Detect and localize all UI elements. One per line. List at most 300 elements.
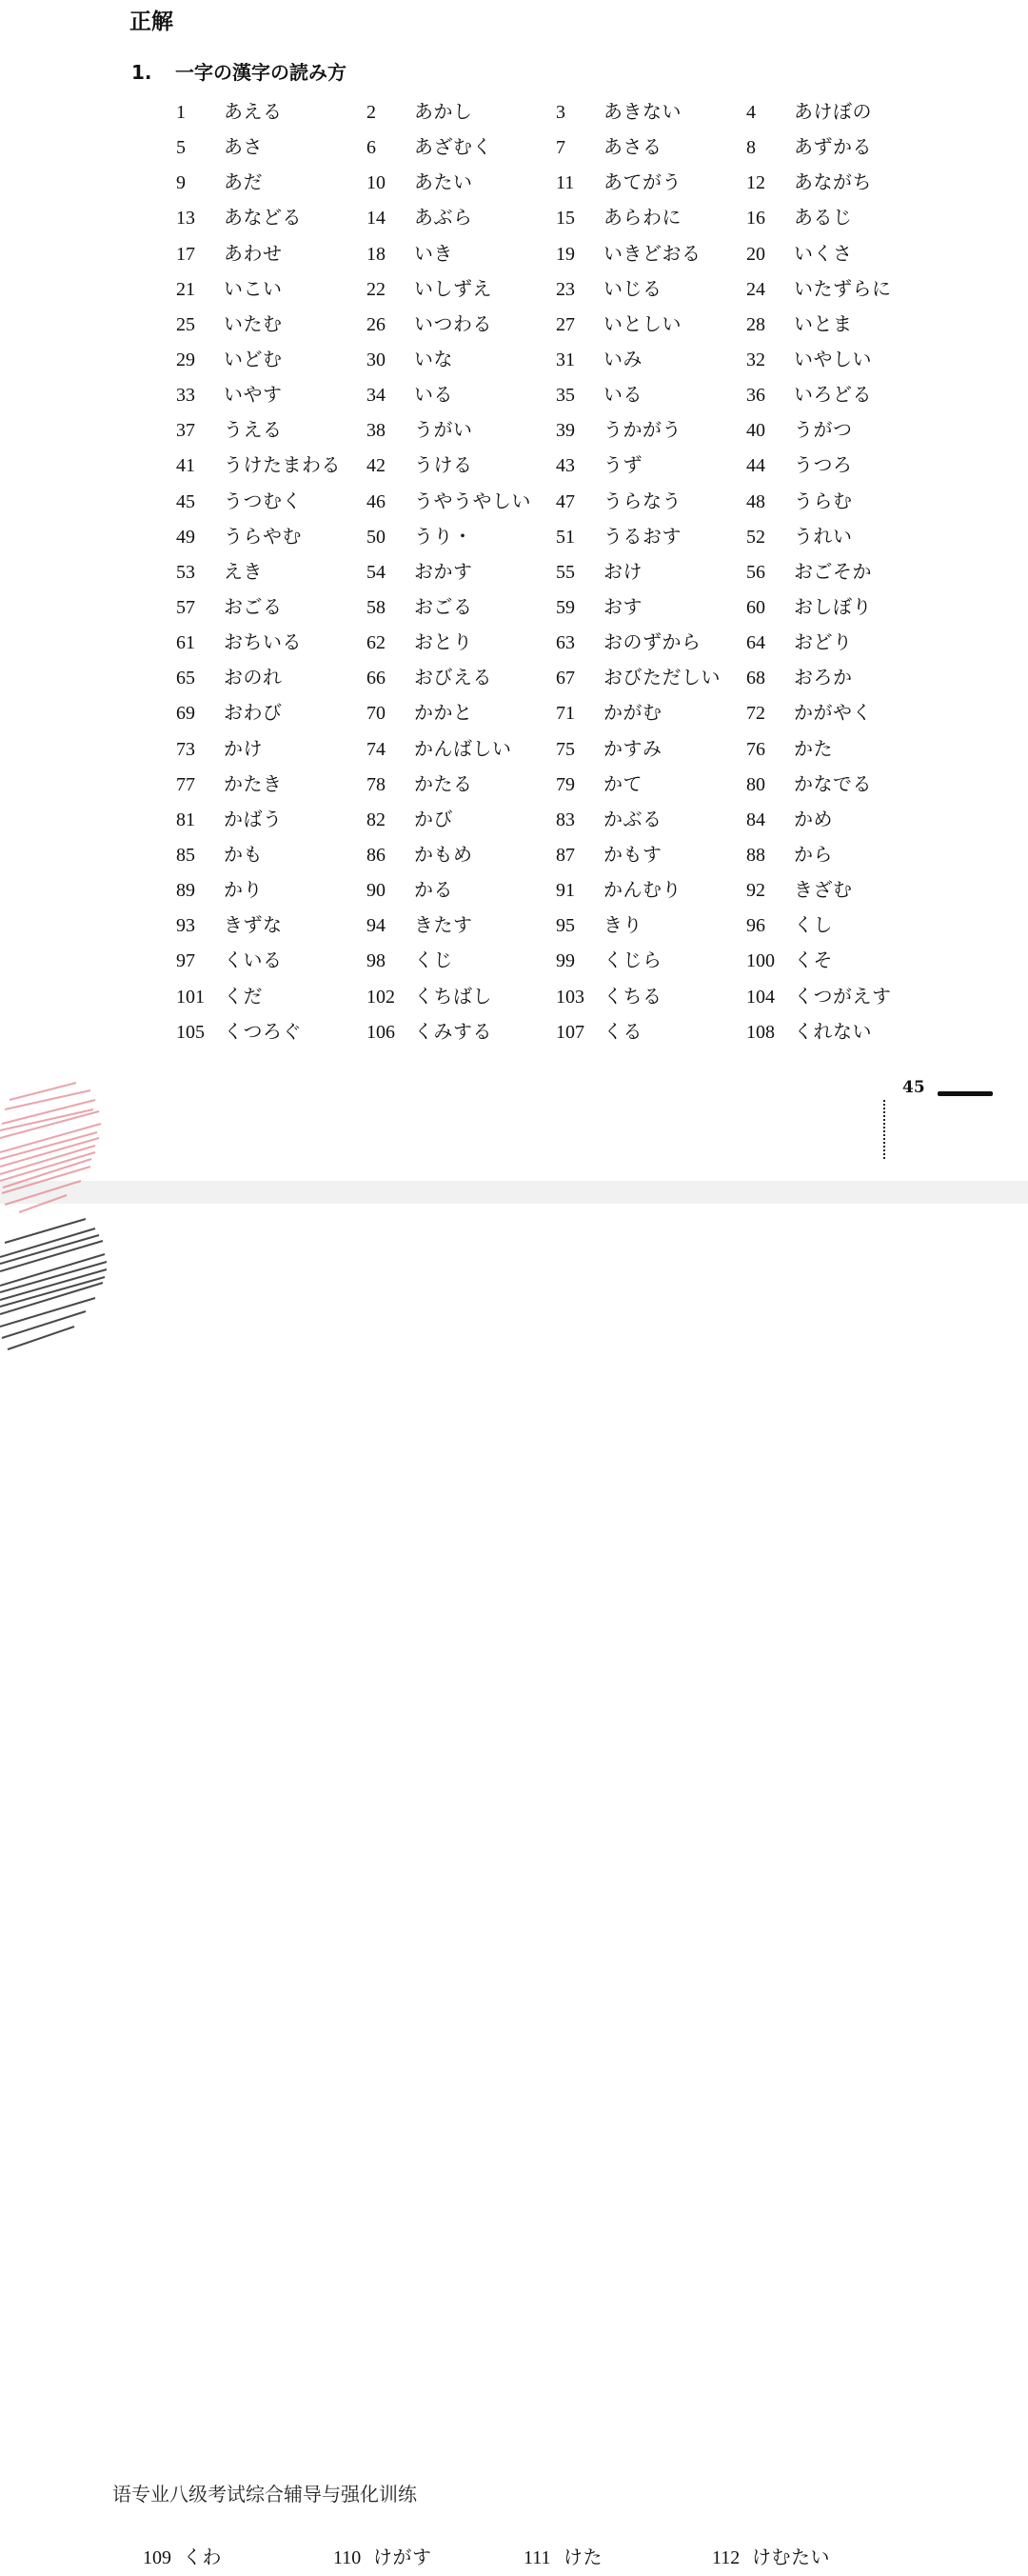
answer-reading: あえる xyxy=(224,100,283,123)
answer-number: 78 xyxy=(366,773,386,795)
answer-number: 111 xyxy=(524,2547,551,2568)
answer-number: 75 xyxy=(556,738,575,760)
answer-number: 23 xyxy=(556,278,575,300)
answer-number: 87 xyxy=(556,844,575,866)
answer-item xyxy=(366,485,531,520)
answer-reading: いとま xyxy=(794,311,853,335)
answer-item xyxy=(366,590,473,626)
answer-number: 108 xyxy=(746,1021,775,1043)
answer-reading: くみする xyxy=(414,1019,492,1043)
answer-reading: かかと xyxy=(414,701,473,725)
answer-reading: いとしい xyxy=(603,311,682,335)
answer-reading: くちる xyxy=(603,984,662,1008)
answer-reading: うるおす xyxy=(603,524,682,548)
answer-number: 27 xyxy=(556,313,575,335)
answer-reading: あわせ xyxy=(224,241,283,265)
answer-reading: きたす xyxy=(414,913,473,937)
answer-reading: いみ xyxy=(603,347,642,370)
answer-number: 26 xyxy=(366,313,386,335)
answer-reading: くる xyxy=(603,1019,642,1043)
answer-item xyxy=(746,768,872,803)
answer-reading: かめ xyxy=(794,807,833,830)
answer-number: 109 xyxy=(143,2547,171,2568)
answer-reading: うつろ xyxy=(794,453,853,477)
answer-item xyxy=(556,308,682,343)
answer-reading: いじる xyxy=(603,276,662,300)
answer-item xyxy=(143,2541,222,2576)
answer-item xyxy=(556,1015,642,1050)
answer-number: 13 xyxy=(176,208,195,230)
answer-item xyxy=(366,944,453,979)
answer-number: 7 xyxy=(556,137,565,159)
answer-row xyxy=(171,803,990,838)
answer-item xyxy=(746,343,872,378)
answer-row xyxy=(171,768,990,803)
answer-reading: うける xyxy=(414,453,473,477)
answer-item xyxy=(366,201,473,236)
answer-item xyxy=(746,237,853,272)
answer-item xyxy=(746,732,833,768)
answer-item xyxy=(366,130,492,166)
section-title-text: 一字の漢字の読み方 xyxy=(175,61,346,84)
section-title xyxy=(131,57,346,85)
answer-page-45 xyxy=(0,0,1028,1181)
answer-row xyxy=(171,272,990,308)
answer-reading: かたる xyxy=(414,771,473,795)
answer-item xyxy=(176,343,283,378)
answer-reading: くつろぐ xyxy=(224,1019,302,1043)
answer-number: 19 xyxy=(556,243,575,265)
answer-number: 5 xyxy=(176,137,186,159)
answer-reading: くちばし xyxy=(414,984,492,1008)
answer-item xyxy=(556,520,682,555)
answer-item xyxy=(746,130,872,166)
answer-number: 40 xyxy=(746,420,765,442)
answer-number: 18 xyxy=(366,243,386,265)
answer-item xyxy=(746,449,853,484)
answer-reading: くし xyxy=(794,913,833,937)
answer-reading: おごる xyxy=(414,594,473,618)
answer-number: 60 xyxy=(746,596,765,618)
answer-item xyxy=(176,803,283,838)
answer-item xyxy=(176,1015,302,1050)
next-page-fragment xyxy=(0,1204,1028,2568)
answer-number: 21 xyxy=(176,278,195,300)
answer-reading: うれい xyxy=(794,524,853,548)
answer-number: 45 xyxy=(176,490,195,512)
answer-number: 69 xyxy=(176,703,195,725)
answer-reading: あけぼの xyxy=(794,100,872,123)
answer-reading: かぶる xyxy=(603,807,662,830)
answer-number: 63 xyxy=(556,632,575,654)
answer-item xyxy=(556,555,642,590)
answer-reading: うらやむ xyxy=(224,524,302,548)
answer-item xyxy=(176,768,283,803)
answer-number: 67 xyxy=(556,668,575,689)
answer-grid xyxy=(171,95,990,1050)
answer-reading: あらわに xyxy=(603,206,682,230)
answer-reading: いつわる xyxy=(414,311,492,335)
answer-number: 47 xyxy=(556,490,575,512)
answer-reading: あさる xyxy=(603,135,662,159)
answer-number: 10 xyxy=(366,172,386,194)
answer-row xyxy=(171,520,990,555)
answer-item xyxy=(556,873,682,909)
answer-item xyxy=(556,343,642,378)
answer-reading: かて xyxy=(603,771,642,795)
answer-row xyxy=(171,909,990,944)
answer-number: 89 xyxy=(176,880,195,902)
answer-item xyxy=(556,838,662,873)
answer-item xyxy=(176,980,263,1015)
answer-reading: くじら xyxy=(603,949,662,972)
answer-reading: おわび xyxy=(224,701,283,725)
answer-reading: いやしい xyxy=(794,347,872,370)
answer-item xyxy=(366,661,492,696)
answer-item xyxy=(556,237,702,272)
answer-number: 2 xyxy=(366,102,376,123)
answer-item xyxy=(176,590,283,626)
answer-reading: おとり xyxy=(414,630,473,654)
answer-item xyxy=(746,166,872,201)
answer-number: 32 xyxy=(746,349,765,370)
answer-reading: かもめ xyxy=(414,842,473,866)
dark-pencil-scribble xyxy=(0,1214,112,1357)
answer-item xyxy=(366,95,473,130)
answer-number: 14 xyxy=(366,208,386,230)
answer-reading: かり xyxy=(224,878,263,902)
answer-number: 99 xyxy=(556,950,575,972)
answer-reading: くそ xyxy=(794,949,833,972)
answer-number: 77 xyxy=(176,773,195,795)
answer-reading: いる xyxy=(414,383,453,407)
answer-number: 11 xyxy=(556,172,575,194)
answer-item xyxy=(176,237,283,272)
answer-number: 17 xyxy=(176,243,195,265)
answer-row xyxy=(171,696,990,731)
answer-number: 38 xyxy=(366,420,386,442)
answer-reading: うず xyxy=(603,453,642,477)
answer-number: 85 xyxy=(176,844,195,866)
answer-row xyxy=(171,237,990,272)
answer-item xyxy=(176,838,263,873)
answer-reading: きり xyxy=(603,913,642,937)
answer-item xyxy=(746,272,892,308)
answer-item xyxy=(556,944,662,979)
answer-reading: いしずえ xyxy=(414,276,492,300)
answer-number: 48 xyxy=(746,490,765,512)
answer-row xyxy=(171,626,990,661)
answer-reading: あたい xyxy=(414,170,473,194)
answer-number: 96 xyxy=(746,915,765,937)
answer-number: 46 xyxy=(366,490,386,512)
answer-number: 6 xyxy=(366,137,376,159)
answer-reading: あずかる xyxy=(794,135,872,159)
answer-number: 25 xyxy=(176,313,195,335)
answer-reading: かんむり xyxy=(603,878,682,902)
answer-reading: かなでる xyxy=(794,771,872,795)
answer-reading: かび xyxy=(414,807,453,830)
answer-item xyxy=(176,272,283,308)
answer-reading: うり・ xyxy=(414,524,473,548)
answer-reading: くいる xyxy=(224,949,283,972)
answer-row xyxy=(171,378,990,413)
answer-reading: かたき xyxy=(224,771,283,795)
answer-number: 29 xyxy=(176,349,195,370)
answer-reading: きざむ xyxy=(794,878,853,902)
answer-number: 81 xyxy=(176,809,195,830)
answer-number: 80 xyxy=(746,773,765,795)
answer-item xyxy=(366,909,473,944)
answer-number: 101 xyxy=(176,986,205,1008)
answer-item xyxy=(556,485,682,520)
answer-item xyxy=(366,272,492,308)
answer-item xyxy=(366,980,492,1015)
answer-item xyxy=(366,838,473,873)
answer-item xyxy=(746,696,872,731)
answer-row xyxy=(171,413,990,449)
answer-item xyxy=(176,449,341,484)
answer-item xyxy=(556,166,682,201)
answer-number: 20 xyxy=(746,243,765,265)
answer-number: 4 xyxy=(746,102,756,123)
answer-item xyxy=(176,732,263,768)
answer-number: 93 xyxy=(176,915,195,937)
answer-number: 59 xyxy=(556,596,575,618)
answer-reading: あながち xyxy=(794,170,872,194)
answer-number: 42 xyxy=(366,455,386,477)
answer-row xyxy=(171,838,990,873)
answer-reading: うらむ xyxy=(794,489,853,512)
answer-row xyxy=(171,130,990,166)
answer-number: 94 xyxy=(366,915,386,937)
answer-number: 56 xyxy=(746,561,765,583)
answer-number: 73 xyxy=(176,738,195,760)
answer-item xyxy=(556,980,662,1015)
answer-reading: くじ xyxy=(414,949,453,972)
answer-reading: あるじ xyxy=(794,206,853,230)
answer-reading: いろどる xyxy=(794,383,872,407)
answer-row xyxy=(171,343,990,378)
answer-number: 43 xyxy=(556,455,575,477)
answer-number: 97 xyxy=(176,950,195,972)
answer-number: 83 xyxy=(556,809,575,830)
page-number-rule xyxy=(938,1091,993,1096)
answer-reading: うえる xyxy=(224,418,283,442)
answer-number: 36 xyxy=(746,385,765,407)
answer-number: 98 xyxy=(366,950,386,972)
answer-row xyxy=(171,485,990,520)
answer-number: 76 xyxy=(746,738,765,760)
answer-number: 112 xyxy=(712,2547,741,2568)
answer-item xyxy=(746,590,872,626)
answer-item xyxy=(746,873,853,909)
answer-reading: いきどおる xyxy=(603,241,702,265)
answer-number: 1 xyxy=(176,102,186,123)
answer-row xyxy=(171,308,990,343)
answer-number: 28 xyxy=(746,313,765,335)
answer-number: 64 xyxy=(746,632,765,654)
answer-reading: あざむく xyxy=(414,135,492,159)
answer-item xyxy=(366,803,453,838)
answer-reading: おかす xyxy=(414,559,473,583)
answer-item xyxy=(556,95,682,130)
answer-number: 39 xyxy=(556,420,575,442)
answer-item xyxy=(556,909,642,944)
answer-item xyxy=(746,1015,872,1050)
answer-reading: いる xyxy=(603,383,642,407)
answer-row xyxy=(171,166,990,201)
answer-reading: くだ xyxy=(224,984,263,1008)
answer-item xyxy=(366,1015,492,1050)
answer-number: 106 xyxy=(366,1021,395,1043)
answer-item xyxy=(746,980,892,1015)
answer-number: 71 xyxy=(556,703,575,725)
answer-number: 35 xyxy=(556,385,575,407)
answer-reading: けむたい xyxy=(752,2546,830,2568)
answer-reading: あなどる xyxy=(224,206,302,230)
answer-row xyxy=(171,555,990,590)
answer-item xyxy=(556,732,662,768)
answer-reading: うかがう xyxy=(603,418,682,442)
answer-number: 84 xyxy=(746,809,765,830)
answer-row xyxy=(171,590,990,626)
answer-row xyxy=(171,873,990,909)
answer-reading: うらなう xyxy=(603,489,682,512)
answer-reading: いくさ xyxy=(794,241,853,265)
answer-item xyxy=(366,449,473,484)
answer-reading: かがむ xyxy=(603,701,662,725)
answer-item xyxy=(746,201,853,236)
answer-reading: うけたまわる xyxy=(224,453,341,477)
answer-number: 100 xyxy=(746,950,775,972)
answer-number: 15 xyxy=(556,208,575,230)
answer-reading: かた xyxy=(794,736,833,760)
page-heading: 正解 xyxy=(129,10,173,34)
answer-item xyxy=(746,661,853,696)
answer-item xyxy=(746,909,833,944)
answer-reading: あぶら xyxy=(414,206,473,230)
answer-item xyxy=(556,803,662,838)
answer-number: 52 xyxy=(746,526,765,548)
page-gap xyxy=(0,1181,1028,1204)
answer-reading: おびただしい xyxy=(603,666,721,689)
answer-reading: うつむく xyxy=(224,489,302,512)
answer-reading: あてがう xyxy=(603,170,682,194)
answer-number: 61 xyxy=(176,632,195,654)
answer-item xyxy=(366,696,473,731)
answer-number: 44 xyxy=(746,455,765,477)
answer-row-page2 xyxy=(143,2541,999,2575)
answer-number: 53 xyxy=(176,561,195,583)
answer-reading: かすみ xyxy=(603,736,662,760)
answer-item xyxy=(176,485,302,520)
answer-number: 30 xyxy=(366,349,386,370)
answer-number: 104 xyxy=(746,986,775,1008)
answer-item xyxy=(556,413,682,449)
answer-item xyxy=(366,873,453,909)
answer-reading: くれない xyxy=(794,1019,872,1043)
answer-item xyxy=(746,95,872,130)
answer-reading: おびえる xyxy=(414,666,492,689)
answer-reading: あだ xyxy=(224,170,263,194)
answer-number: 22 xyxy=(366,278,386,300)
answer-reading: いたむ xyxy=(224,311,283,335)
answer-item xyxy=(556,201,682,236)
answer-row xyxy=(171,661,990,696)
answer-item xyxy=(176,661,283,696)
answer-item xyxy=(176,520,302,555)
answer-row xyxy=(171,449,990,484)
answer-item xyxy=(746,485,853,520)
answer-item xyxy=(746,803,833,838)
answer-reading: けた xyxy=(563,2546,603,2568)
answer-number: 33 xyxy=(176,385,195,407)
answer-number: 57 xyxy=(176,596,195,618)
answer-number: 102 xyxy=(366,986,395,1008)
answer-row xyxy=(171,1015,990,1050)
answer-number: 66 xyxy=(366,668,386,689)
answer-item xyxy=(524,2541,603,2576)
answer-number: 79 xyxy=(556,773,575,795)
answer-number: 8 xyxy=(746,137,756,159)
answer-item xyxy=(366,237,453,272)
answer-reading: おのれ xyxy=(224,666,283,689)
answer-number: 110 xyxy=(333,2547,362,2568)
answer-item xyxy=(556,449,642,484)
answer-reading: けがす xyxy=(373,2546,432,2568)
answer-number: 24 xyxy=(746,278,765,300)
answer-item xyxy=(366,768,473,803)
answer-item xyxy=(176,555,263,590)
answer-item xyxy=(366,555,473,590)
answer-item xyxy=(176,378,283,413)
answer-reading: あさ xyxy=(224,135,263,159)
answer-reading: おす xyxy=(603,594,642,618)
answer-number: 70 xyxy=(366,703,386,725)
answer-item xyxy=(176,873,263,909)
answer-reading: かんばしい xyxy=(414,736,512,760)
answer-number: 107 xyxy=(556,1021,584,1043)
page-number: 45 xyxy=(902,1078,925,1097)
answer-reading: えき xyxy=(224,559,263,583)
answer-number: 62 xyxy=(366,632,386,654)
answer-item xyxy=(556,130,662,166)
answer-reading: きずな xyxy=(224,913,283,937)
answer-number: 9 xyxy=(176,172,186,194)
answer-reading: いこい xyxy=(224,276,283,300)
answer-number: 16 xyxy=(746,208,765,230)
answer-item xyxy=(556,696,662,731)
answer-reading: かけ xyxy=(224,736,263,760)
answer-item xyxy=(366,308,492,343)
dotted-divider xyxy=(883,1100,885,1159)
answer-number: 68 xyxy=(746,668,765,689)
answer-reading: おしぼり xyxy=(794,594,872,618)
answer-number: 34 xyxy=(366,385,386,407)
answer-reading: おちいる xyxy=(224,630,302,654)
answer-number: 12 xyxy=(746,172,765,194)
answer-reading: いどむ xyxy=(224,347,283,370)
answer-number: 72 xyxy=(746,703,765,725)
answer-reading: かがやく xyxy=(794,701,872,725)
answer-number: 86 xyxy=(366,844,386,866)
answer-number: 105 xyxy=(176,1021,205,1043)
answer-number: 31 xyxy=(556,349,575,370)
answer-number: 90 xyxy=(366,880,386,902)
answer-item xyxy=(366,343,453,378)
answer-item xyxy=(176,130,263,166)
